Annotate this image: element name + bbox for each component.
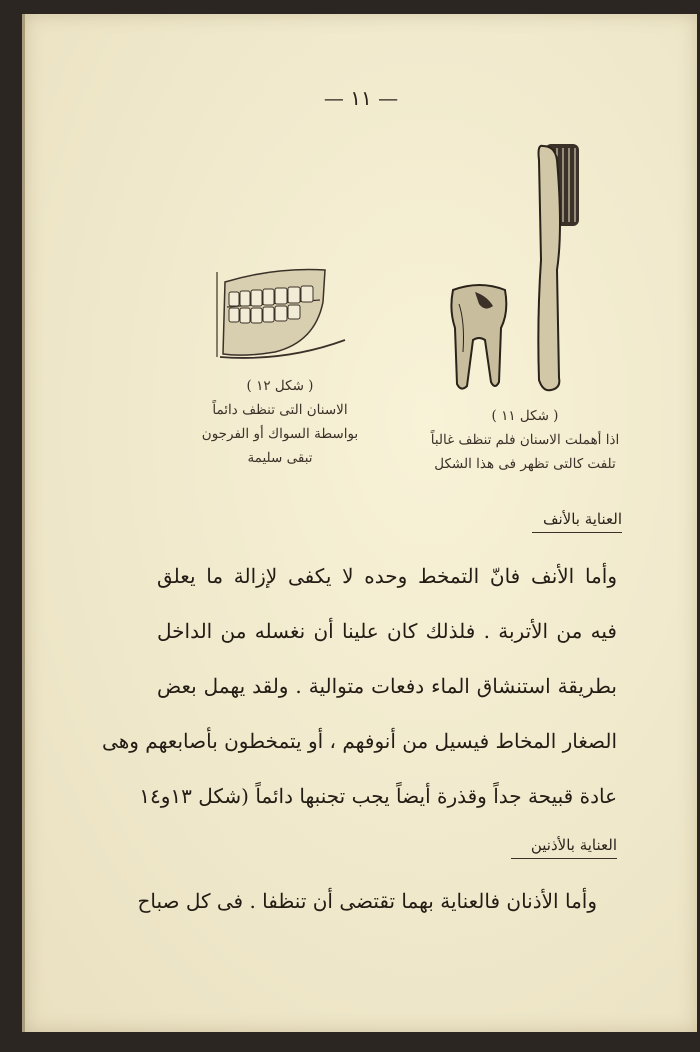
figure-11-caption-line: اذا أهملت الاسنان فلم تنظف غالباً <box>430 432 620 448</box>
paragraph-line: فيه من الأتربة . فلذلك كان علينا أن نغسله من الداخل <box>157 619 617 643</box>
figure-12-caption <box>175 374 385 470</box>
figure-11-label: ( شكل ١١ ) <box>491 408 559 424</box>
figure-12-caption-line: بواسطة السواك أو الفرجون <box>201 426 359 442</box>
paragraph-line: وأما الأنف فانّ التمخط وحده لا يكفى لإزالة ما يعلق <box>157 564 617 588</box>
figure-12-caption-line: الاسنان التى تنظف دائماً <box>212 402 348 418</box>
paragraph-line: الصغار المخاط فيسيل من أنوفهم ، أو يتمخطون بأصابعهم وهى <box>102 729 617 753</box>
toothbrush-illustration <box>533 140 583 395</box>
teeth-illustration <box>215 262 355 372</box>
book-page <box>22 14 697 1032</box>
paragraph-line: بطريقة استنشاق الماء دفعات متوالية . ولقد يهمل بعض <box>157 674 617 698</box>
figure-12-label: ( شكل ١٢ ) <box>246 378 314 394</box>
section-heading-nose: العناية بالأنف <box>532 510 622 533</box>
figure-12-caption-line: تبقى سليمة <box>247 450 313 466</box>
section-heading-ears: العناية بالأذنين <box>511 836 617 859</box>
decayed-molar-illustration <box>445 282 515 394</box>
paragraph-line: وأما الأذنان فالعناية بهما تقتضى أن تنظفا . فى كل صباح <box>137 889 597 913</box>
figure-11-caption <box>405 404 645 476</box>
page-number: — ١١ — <box>323 86 399 110</box>
figure-11-caption-line: تلفت كالتى تظهر فى هذا الشكل <box>434 456 616 472</box>
paragraph-line: عادة قبيحة جداً وقذرة أيضاً يجب تجنبها دائماً (شكل ١٣و١٤ <box>139 784 617 808</box>
